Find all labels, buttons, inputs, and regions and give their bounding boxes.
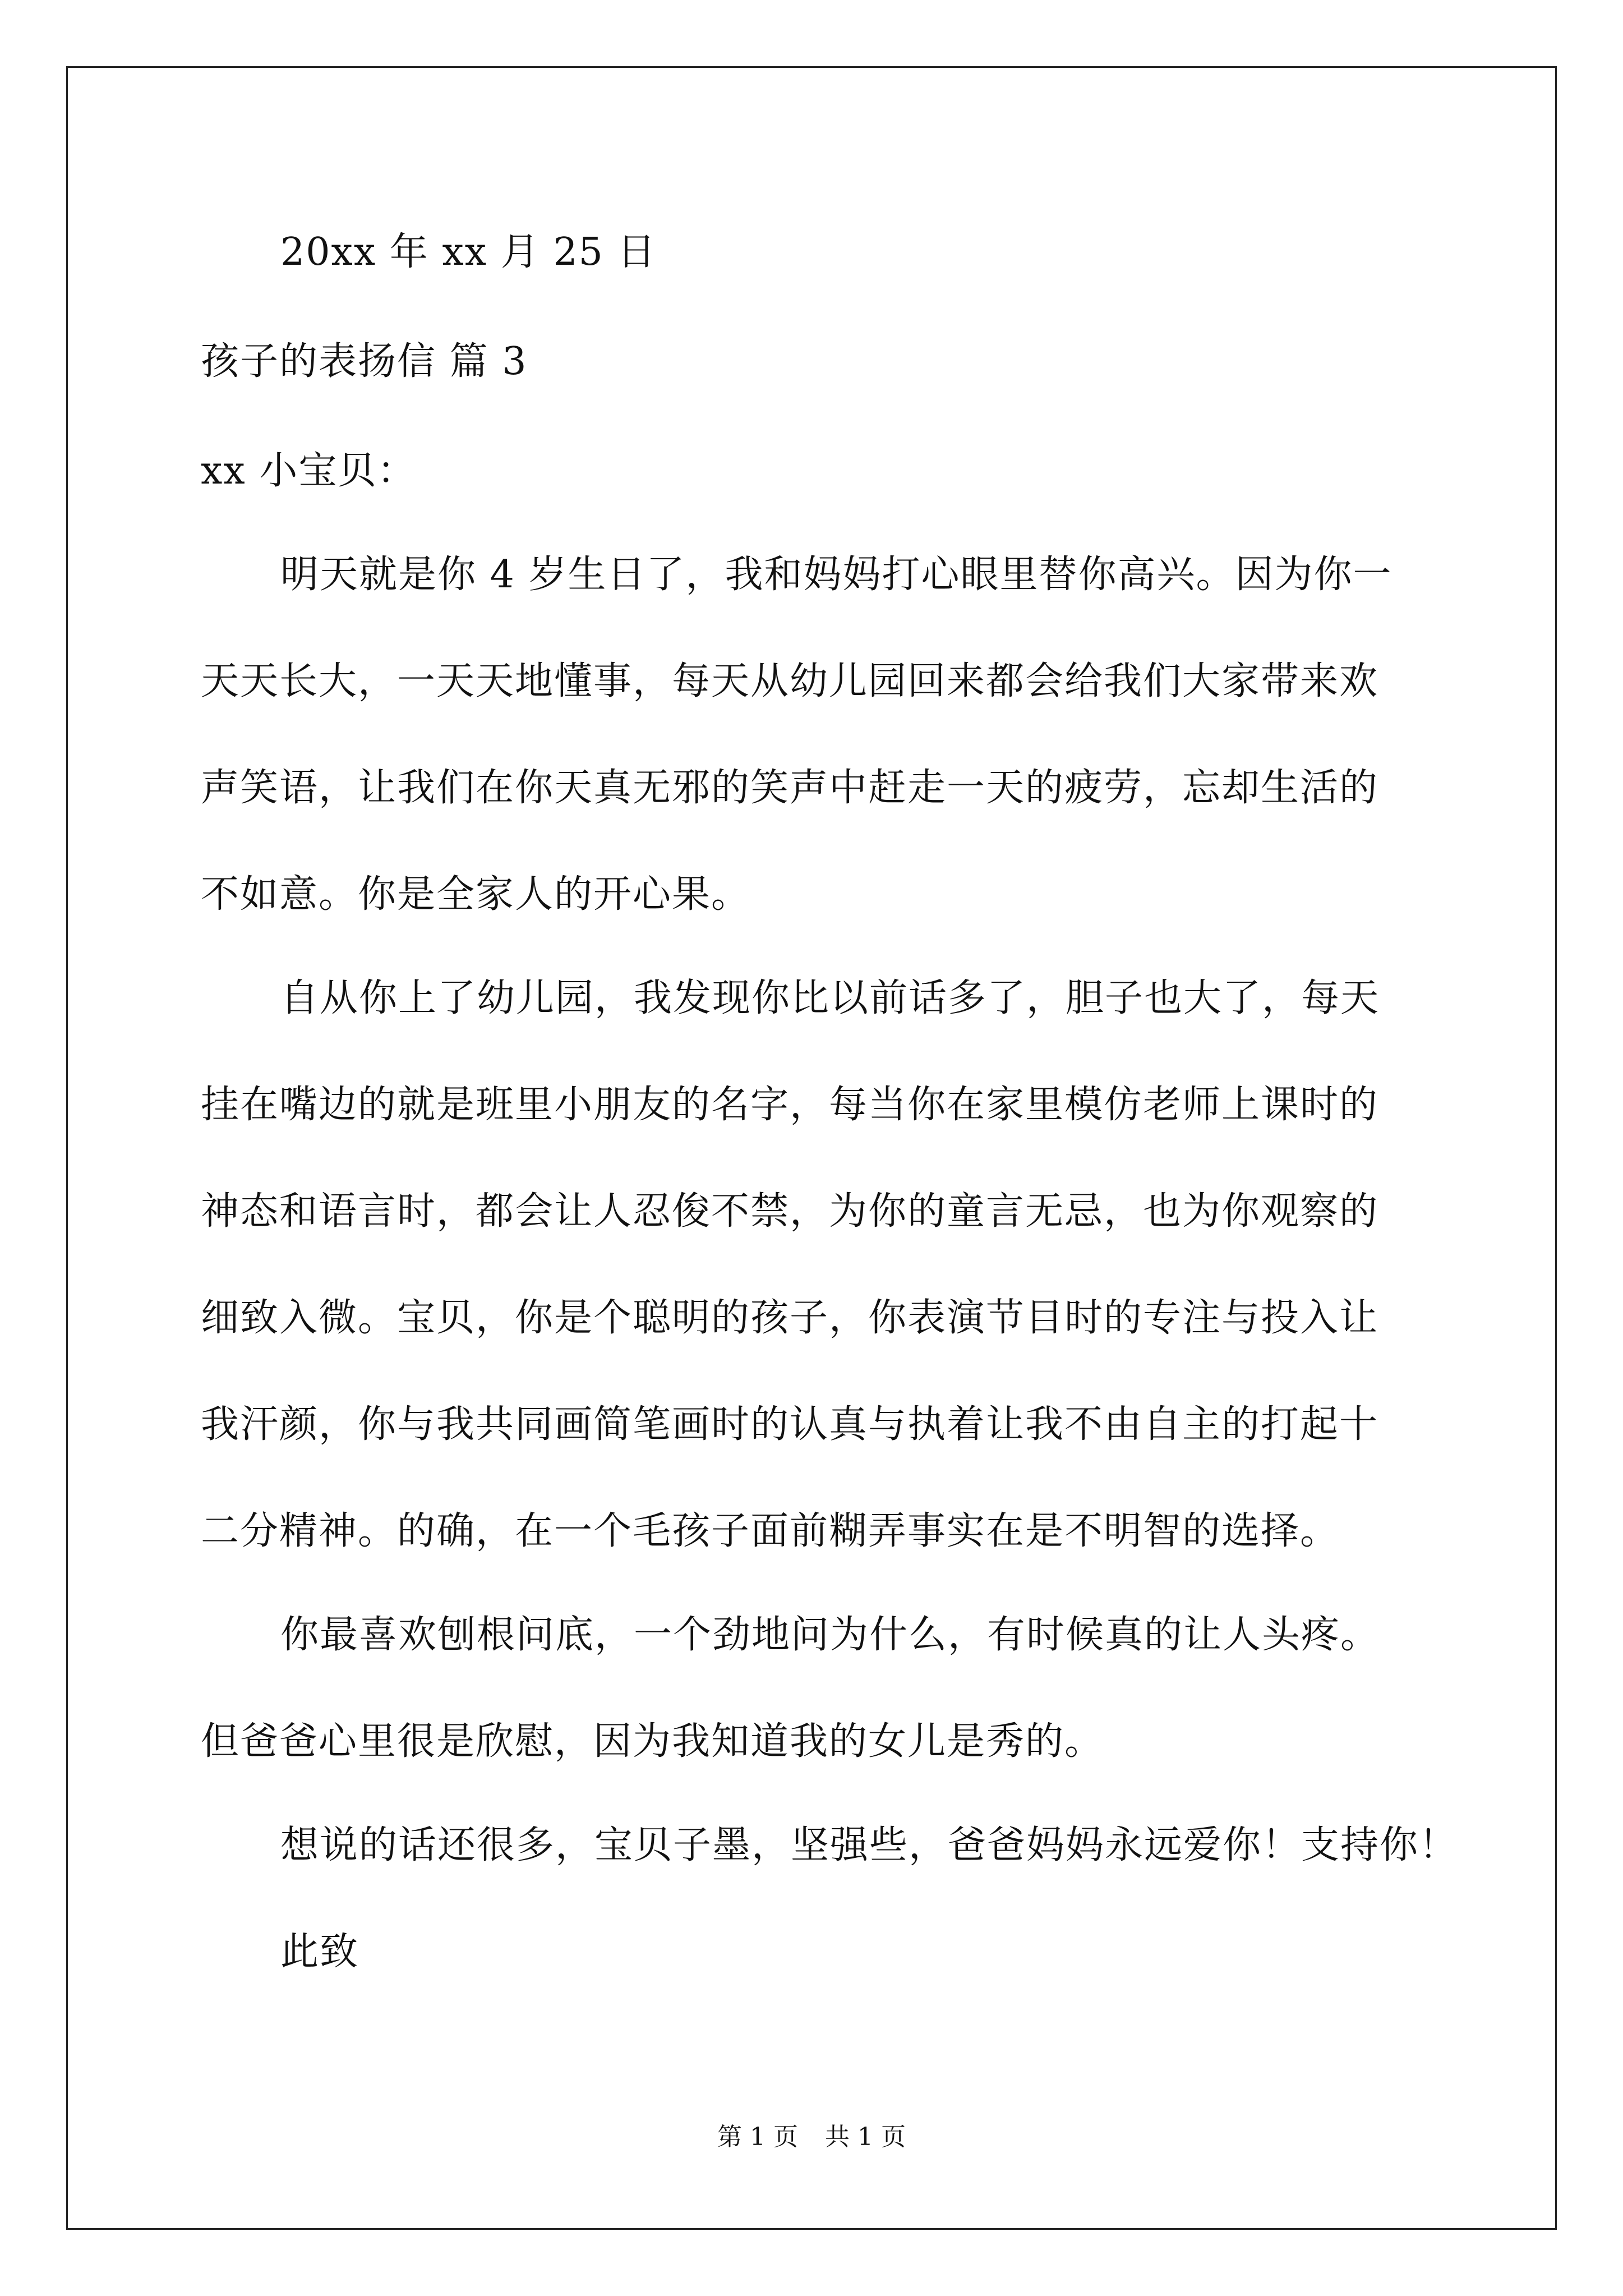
paragraph-line: 自从你上了幼儿园，我发现你比以前话多了，胆子也大了，每天 (280, 976, 1380, 1020)
paragraph-line: 神态和语言时，都会让人忍俊不禁，为你的童言无忌，也为你观察的 (201, 1189, 1379, 1234)
page-footer (0, 2122, 1623, 2153)
paragraph-line: 不如意。你是全家人的开心果。 (201, 872, 751, 917)
page-number-total: 共 1 页 (825, 2123, 906, 2151)
paragraph-line: 想说的话还很多，宝贝子墨，坚强些，爸爸妈妈永远爱你！支持你！ (280, 1823, 1459, 1867)
paragraph-line: 天天长大，一天天地懂事，每天从幼儿园回来都会给我们大家带来欢 (201, 659, 1379, 703)
paragraph-line: 二分精神。的确，在一个毛孩子面前糊弄事实在是不明智的选择。 (201, 1509, 1340, 1553)
paragraph-line: 挂在嘴边的就是班里小朋友的名字，每当你在家里模仿老师上课时的 (201, 1083, 1379, 1127)
paragraph-line: 但爸爸心里很是欣慰，因为我知道我的女儿是秀的。 (201, 1719, 1104, 1764)
page-number-current: 第 1 页 (717, 2123, 798, 2151)
section-title: 孩子的表扬信 篇 3 (201, 339, 528, 384)
paragraph-line: 声笑语，让我们在你天真无邪的笑声中赶走一天的疲劳，忘却生活的 (201, 766, 1379, 810)
letter-date: 20xx 年 xx 月 25 日 (280, 230, 657, 274)
paragraph-line: 你最喜欢刨根问底，一个劲地问为什么，有时候真的让人头疼。 (280, 1613, 1380, 1657)
page-border (66, 66, 1557, 2230)
paragraph-line: 细致入微。宝贝，你是个聪明的孩子，你表演节目时的专注与投入让 (201, 1296, 1379, 1340)
paragraph-line: 明天就是你 4 岁生日了，我和妈妈打心眼里替你高兴。因为你一 (280, 553, 1393, 597)
closing-line: 此致 (280, 1930, 359, 1974)
paragraph-line: 我汗颜，你与我共同画简笔画时的认真与执着让我不由自主的打起十 (201, 1402, 1379, 1447)
letter-salutation: xx 小宝贝： (201, 449, 417, 493)
